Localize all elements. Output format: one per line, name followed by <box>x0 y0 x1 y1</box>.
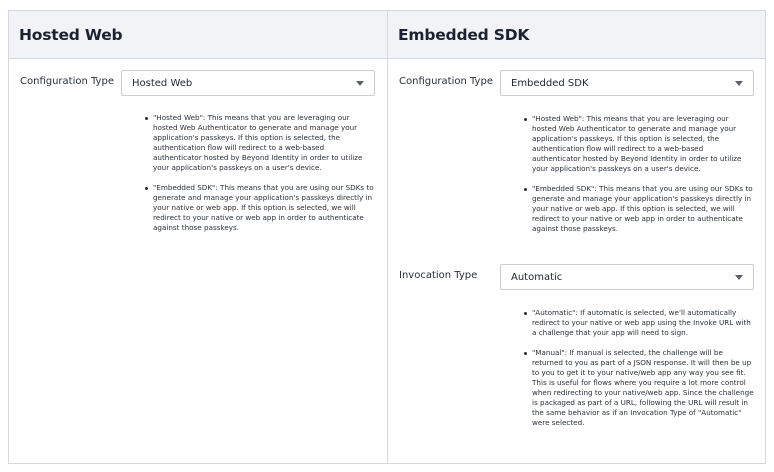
invocation-type-row <box>388 264 765 290</box>
select-value: Embedded SDK <box>511 77 589 89</box>
hosted-web-panel <box>9 11 388 463</box>
help-item-hosted-web: "Hosted Web": This means that you are leveraging our hosted Web Authenticator to generate and manage your application's passkeys. If this option is selected, the authentication flow will redirect to a web-based authenticator hosted by Beyond Identity in order to utilize your application's passkeys on a user's device. <box>145 113 375 173</box>
panel-header <box>9 11 387 59</box>
embedded-sdk-panel <box>388 11 765 463</box>
configuration-type-select[interactable] <box>500 70 754 96</box>
panel-title: Embedded SDK <box>398 25 530 44</box>
configuration-type-label: Configuration Type <box>20 76 114 87</box>
panel-title: Hosted Web <box>19 25 123 44</box>
chevron-down-icon <box>356 81 364 86</box>
configuration-comparison <box>8 10 766 464</box>
help-item-embedded-sdk: "Embedded SDK": This means that you are using our SDKs to generate and manage your application's passkeys directly in your native or web app. If this option is selected, we will redirect to your native or web app in order to authenticate against those passkeys. <box>145 183 375 233</box>
panel-header <box>388 11 765 59</box>
help-item-automatic: "Automatic": If automatic is selected, we'll automatically redirect to your native or web app using the Invoke URL with a challenge that your app will need to sign. <box>524 308 754 338</box>
help-item-manual: "Manual": If manual is selected, the challenge will be returned to you as part of a JSON response. It will then be up to you to get it to your native/web app any way you see fit. This is useful for flows where you require a lot more control when redirecting to your native/web app. Since the challenge is packaged as part of a URL, following the URL will result in the same behavior as if an Invocation Type of "Automatic" were selected. <box>524 348 754 428</box>
invocation-type-select[interactable] <box>500 264 754 290</box>
invocation-type-help <box>524 308 754 438</box>
configuration-type-row <box>9 70 387 96</box>
configuration-type-help <box>145 113 375 243</box>
configuration-type-label: Configuration Type <box>399 76 493 87</box>
configuration-type-row <box>388 70 765 96</box>
invocation-type-label: Invocation Type <box>399 270 478 281</box>
help-item-embedded-sdk: "Embedded SDK": This means that you are using our SDKs to generate and manage your application's passkeys directly in your native or web app. If this option is selected, we will redirect to your native or web app in order to authenticate against those passkeys. <box>524 184 754 234</box>
configuration-type-help <box>524 114 754 244</box>
configuration-type-select[interactable] <box>121 70 375 96</box>
select-value: Automatic <box>511 271 563 283</box>
select-value: Hosted Web <box>132 77 193 89</box>
help-item-hosted-web: "Hosted Web": This means that you are leveraging our hosted Web Authenticator to generate and manage your application's passkeys. If this option is selected, the authentication flow will redirect to a web-based authenticator hosted by Beyond Identity in order to utilize your application's passkeys on a user's device. <box>524 114 754 174</box>
chevron-down-icon <box>735 275 743 280</box>
chevron-down-icon <box>735 81 743 86</box>
